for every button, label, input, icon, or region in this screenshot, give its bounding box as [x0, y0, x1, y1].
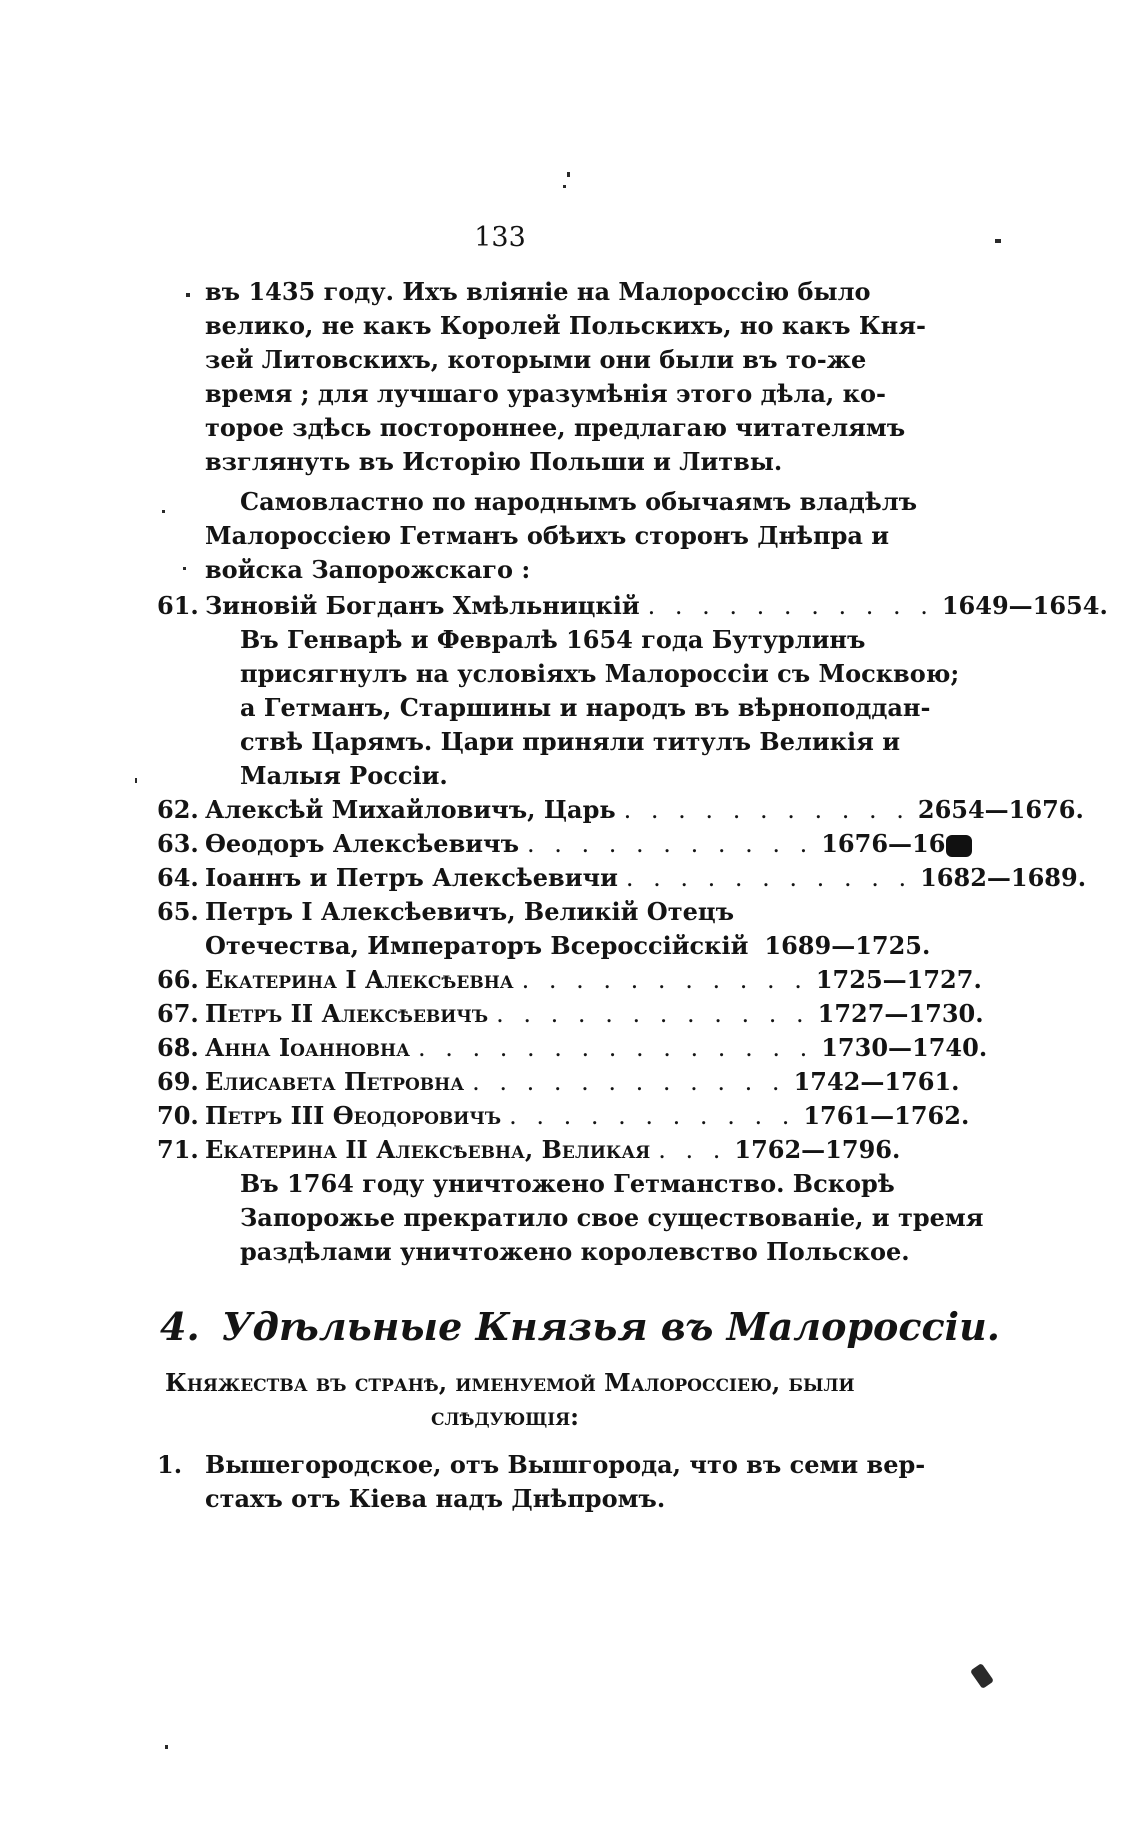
dot-leader: . . . . . . . . . . .: [625, 864, 913, 892]
reign-years: 1689—1725.: [764, 931, 931, 960]
paragraph-2-line: войска Запорожскаго :: [205, 555, 531, 584]
item-line: стахъ отъ Кіева надъ Днѣпромъ.: [205, 1484, 666, 1513]
entry-row: [205, 963, 982, 997]
section-title: Удѣльные Князья въ Малороссіи.: [221, 1304, 1000, 1349]
dot-leader: . . . . . . . . . . .: [521, 966, 808, 994]
entry-row: [205, 827, 946, 861]
reign-years: 1676—16: [813, 827, 972, 861]
note-line: присягнулъ на условіяхъ Малороссіи съ Москвою;: [240, 659, 960, 688]
entry-number: 64.: [157, 863, 199, 892]
entry-number: 68.: [157, 1033, 199, 1062]
entry-number: 61.: [157, 591, 199, 620]
entry-row: [205, 1133, 901, 1167]
dot-leader: . . . . . . . . . . . .: [496, 1000, 810, 1028]
dot-leader: . . . . . . . . . . . . . . .: [417, 1034, 814, 1062]
paragraph-2-line: Малороссіею Гетманъ обѣихъ сторонъ Днѣпра и: [205, 521, 890, 550]
reign-years: 1742—1761.: [793, 1067, 960, 1096]
ruler-name: Петръ III Ѳеодоровичъ: [205, 1101, 502, 1130]
paragraph-1-line: торое здѣсь постороннее, предлагаю читателямъ: [205, 413, 906, 442]
ruler-name: Іоаннъ и Петръ Алексѣевичи: [205, 863, 618, 892]
stray-mark: [186, 293, 190, 297]
stray-mark: [995, 239, 1001, 243]
paragraph-1-line: взглянуть въ Исторію Польши и Литвы.: [205, 447, 783, 476]
dot-leader: . . .: [658, 1136, 727, 1164]
ruler-name: Зиновій Богданъ Хмѣльницкій: [205, 591, 640, 620]
ruler-name-line-1: Петръ I Алексѣевичъ, Великій Отецъ: [205, 897, 734, 926]
entry-number: 67.: [157, 999, 199, 1028]
paragraph-1-line: время ; для лучшаго уразумѣнія этого дѣла, ко-: [205, 379, 886, 408]
item-number: 1.: [157, 1450, 183, 1479]
dot-leader: . . . . . . . . . . .: [623, 796, 910, 824]
reign-years: 1682—1689.: [920, 863, 1087, 892]
paragraph-1-line: велико, не какъ Королей Польскихъ, но какъ Кня-: [205, 311, 926, 340]
entry-row: [205, 589, 1108, 623]
note-line: Въ 1764 году уничтожено Гетманство. Вскорѣ: [240, 1169, 895, 1198]
dot-leader: . . . . . . . . . . .: [527, 830, 814, 858]
dot-leader: . . . . . . . . . . . .: [472, 1068, 786, 1096]
section-heading: [160, 1302, 1000, 1352]
stray-mark: [183, 567, 186, 570]
paragraph-2-line: Самовластно по народнымъ обычаямъ владѣлъ: [240, 487, 918, 516]
reign-years: 1730—1740.: [821, 1033, 988, 1062]
entry-number: 62.: [157, 795, 199, 824]
stray-mark: [162, 510, 165, 513]
item-line: Вышегородское, отъ Вышгорода, что въ семи вер-: [205, 1450, 926, 1479]
reign-years: 1761—1762.: [803, 1101, 970, 1130]
entry-number: 63.: [157, 829, 199, 858]
ruler-name-line-2: Отечества, Императоръ Всероссійскій: [205, 931, 749, 960]
section-number: 4.: [160, 1304, 200, 1349]
dot-leader: [748, 929, 756, 963]
ruler-name: Ѳеодоръ Алексѣевичъ: [205, 829, 520, 858]
entry-row: [205, 1031, 988, 1065]
reign-years: 1762—1796.: [734, 1135, 901, 1164]
note-line: Запорожье прекратило свое существованіе, и тремя: [240, 1203, 984, 1232]
subheading-line: слѣдующія:: [430, 1402, 580, 1431]
ruler-name: Анна Іоанновна: [205, 1033, 410, 1062]
reign-years: 1649—1654.: [941, 591, 1108, 620]
note-line: а Гетманъ, Старшины и народъ въ вѣрноподдан-: [240, 693, 931, 722]
note-line: ствѣ Царямъ. Цари приняли титулъ Великія и: [240, 727, 901, 756]
dot-leader: . . . . . . . . . . .: [647, 592, 934, 620]
stray-mark: [970, 1663, 994, 1689]
note-line: Въ Генварѣ и Февралѣ 1654 года Бутурлинъ: [240, 625, 866, 654]
entry-number: 69.: [157, 1067, 199, 1096]
stray-mark: [165, 1745, 168, 1749]
entry-number: 66.: [157, 965, 199, 994]
ruler-name: Елисавета Петровна: [205, 1067, 465, 1096]
ruler-name: Петръ II Алексѣевичъ: [205, 999, 489, 1028]
entry-row: [205, 1065, 960, 1099]
stray-mark: [563, 185, 566, 188]
page-number: 133: [474, 222, 526, 253]
dot-leader: . . . . . . . . . . .: [509, 1102, 796, 1130]
entry-number: 71.: [157, 1135, 199, 1164]
entry-row: [205, 861, 1087, 895]
stray-mark: [135, 778, 137, 783]
entry-number: 65.: [157, 897, 199, 926]
ink-blot: [946, 835, 972, 857]
reign-years: 1725—1727.: [815, 965, 982, 994]
entry-number: 70.: [157, 1101, 199, 1130]
entry-row: [205, 793, 1084, 827]
note-line: раздѣлами уничтожено королевство Польское.: [240, 1237, 910, 1266]
note-line: Малыя Россіи.: [240, 761, 448, 790]
ruler-name: Екатерина II Алексѣевна, Великая: [205, 1135, 651, 1164]
paragraph-1-line: зей Литовскихъ, которыми они были въ то-же: [205, 345, 867, 374]
stray-mark: [567, 172, 570, 177]
ruler-name: Алексѣй Михайловичъ, Царь: [205, 795, 616, 824]
reign-years: 2654—1676.: [917, 795, 1084, 824]
paragraph-1-line: въ 1435 году. Ихъ вліяніе на Малороссію было: [205, 277, 871, 306]
entry-row: [205, 929, 931, 963]
entry-row: [205, 997, 984, 1031]
ruler-name: Екатерина I Алексѣевна: [205, 965, 514, 994]
entry-row: [205, 1099, 970, 1133]
subheading-line: Княжества въ странѣ, именуемой Малороссіею, были: [165, 1368, 855, 1397]
reign-years: 1727—1730.: [817, 999, 984, 1028]
